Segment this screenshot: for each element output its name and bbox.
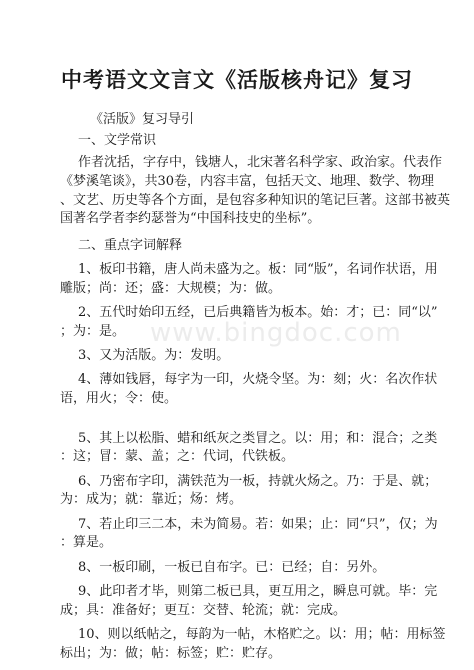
- paragraph-line: 作者沈括，字存中，钱塘人，北宋著名科学家、政治家。代表作: [78, 155, 443, 171]
- item-line: 5、其上以松脂、蜡和纸灰之类冒之。以：用；和：混合；之类: [78, 430, 438, 446]
- item-line: ；为：是。: [60, 323, 126, 339]
- guide-heading: 《活版》复习导引: [90, 112, 195, 127]
- item-line: 8、一板印刷，一板已自布字。已：已经；自：另外。: [78, 559, 386, 575]
- item-line: 7、若止印三二本，未为简易。若：如果；止：同“只”，仅；为: [78, 516, 438, 532]
- item-line: 2、五代时始印五经，已后典籍皆为板本。始：才；已：同“以”: [78, 304, 438, 320]
- document-title: 中考语文文言文《活版核舟记》复习: [61, 67, 413, 92]
- item-line: ：这；冒：蒙、盖；之：代词，代铁板。: [60, 449, 295, 465]
- item-line: 1、板印书籍，唐人尚未盛为之。板：同“版”，名词作状语，用: [78, 261, 438, 277]
- item-line: 9、此印者才毕，则第二板已具，更互用之，瞬息可就。毕：完: [78, 584, 438, 600]
- item-line: 3、又为活版。为：发明。: [78, 348, 230, 364]
- item-line: 雕版；尚：还；盛：大规模；为：做。: [60, 280, 282, 296]
- item-line: 标出；为：做；帖：标签；贮：贮存。: [60, 646, 282, 661]
- section-heading-literature: 一、文学常识: [78, 132, 157, 148]
- item-line: 6、乃密布字印，满铁范为一板，持就火炀之。乃：于是、就；: [78, 473, 438, 489]
- item-line: 成；具：准备好；更互：交替、轮流；就：完成。: [60, 602, 347, 618]
- watermark: www.bingdoc.com: [150, 318, 402, 348]
- item-line: ：算是。: [60, 535, 113, 551]
- item-line: 为：成为；就：靠近；炀：烤。: [60, 492, 243, 508]
- item-line: 4、薄如钱唇，每字为一印，火烧令坚。为：刻；火：名次作状: [78, 372, 438, 388]
- paragraph-line: 国著名学者李约瑟誉为“中国科技史的坐标”。: [60, 211, 321, 227]
- section-heading-vocabulary: 二、重点字词解释: [78, 237, 183, 253]
- item-line: 语，用火；令：使。: [60, 391, 178, 407]
- item-line: 10、则以纸帖之，每韵为一帖，木格贮之。以：用；帖：用标签: [78, 627, 446, 643]
- paragraph-line: 、文艺、历史等各个方面，是包容多种知识的笔记巨著。这部书被英: [60, 192, 451, 208]
- paragraph-line: 《梦溪笔谈》，共30卷，内容丰富，包括天文、地理、数学、物理: [60, 173, 435, 189]
